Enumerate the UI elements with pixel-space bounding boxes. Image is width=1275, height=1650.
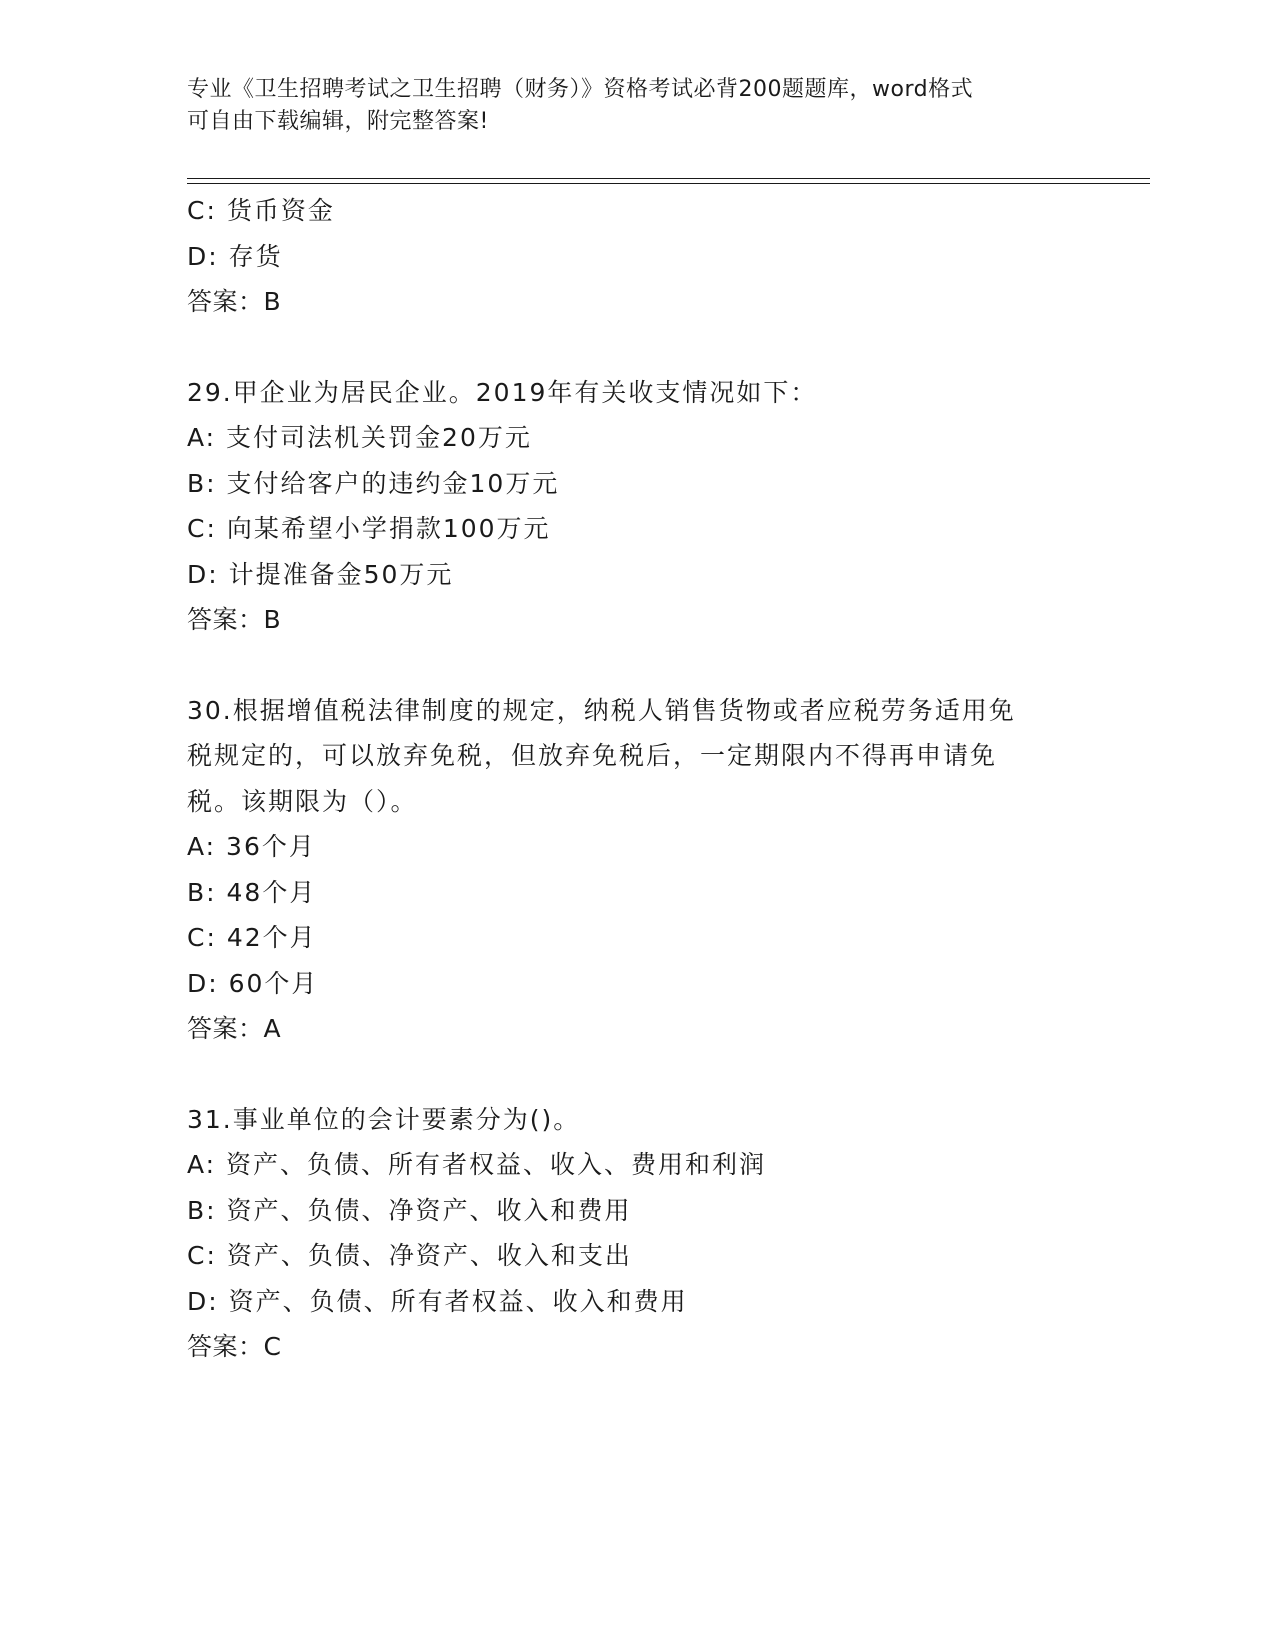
spacer: [187, 325, 1087, 370]
q30-stem-line-1: 30.根据增值税法律制度的规定，纳税人销售货物或者应税劳务适用免: [187, 695, 1016, 725]
question-31: [187, 1097, 1087, 1370]
q30-stem-line-3: 税。该期限为（）。: [187, 786, 418, 816]
spacer: [187, 1052, 1087, 1097]
q30-stem-line-2: 税规定的，可以放弃免税，但放弃免税后，一定期限内不得再申请免: [187, 741, 998, 770]
header-line-1: 专业《卫生招聘考试之卫生招聘（财务）》资格考试必背200题题库，word格式: [187, 77, 974, 102]
q30-option-b: B: 48个月: [187, 877, 317, 907]
q31-option-d: D: 资产、负债、所有者权益、收入和费用: [187, 1286, 688, 1316]
header-line-2: 可自由下载编辑，附完整答案!: [187, 109, 489, 134]
prev-question-block: [187, 188, 1087, 325]
q29-option-a: A: 支付司法机关罚金20万元: [187, 423, 532, 452]
q31-option-c: C: 资产、负债、净资产、收入和支出: [187, 1241, 632, 1270]
prev-option-c: C: 货币资金: [187, 196, 335, 225]
q31-stem-line-1: 31.事业单位的会计要素分为()。: [187, 1104, 581, 1134]
document-header: [187, 74, 1067, 138]
header-rule-bottom: [187, 183, 1150, 184]
spacer: [187, 643, 1087, 688]
q29-answer: 答案：B: [187, 605, 282, 634]
q29-option-b: B: 支付给客户的违约金10万元: [187, 468, 560, 498]
q29-option-c: C: 向某希望小学捐款100万元: [187, 514, 551, 543]
q31-option-a: A: 资产、负债、所有者权益、收入、费用和利润: [187, 1150, 767, 1179]
header-rule-top: [187, 178, 1150, 179]
prev-option-d: D: 存货: [187, 241, 283, 271]
q31-answer: 答案：C: [187, 1332, 282, 1361]
question-content: [187, 188, 1087, 1370]
question-29: [187, 370, 1087, 643]
q29-option-d: D: 计提准备金50万元: [187, 559, 454, 589]
question-30: [187, 688, 1087, 1052]
q30-option-d: D: 60个月: [187, 968, 319, 998]
q30-answer: 答案：A: [187, 1014, 282, 1043]
q29-stem-line-1: 29.甲企业为居民企业。2019年有关收支情况如下：: [187, 377, 818, 407]
prev-answer: 答案：B: [187, 287, 282, 316]
q31-option-b: B: 资产、负债、净资产、收入和费用: [187, 1195, 632, 1225]
q30-option-c: C: 42个月: [187, 923, 317, 952]
q30-option-a: A: 36个月: [187, 832, 316, 861]
